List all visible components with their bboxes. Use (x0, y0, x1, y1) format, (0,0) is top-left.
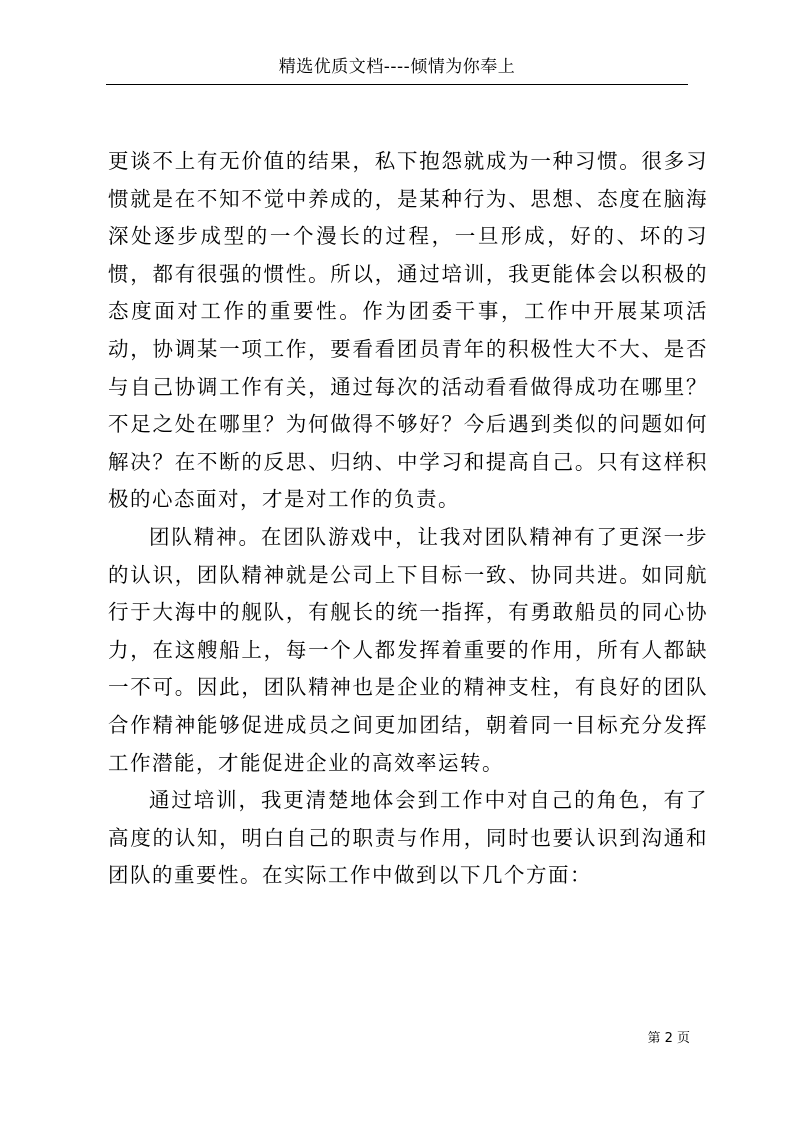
page-number: 第 2 页 (647, 1031, 690, 1046)
paragraph-team-spirit: 团队精神。在团队游戏中，让我对团队精神有了更深一步的认识，团队精神就是公司上下目标一致、协同共进。如同航行于大海中的舰队，有舰长的统一指挥，有勇敢船员的同心协力，在这艘船上，每一个人都发挥着重要的作用，所有人都缺一不可。因此，团队精神也是企业的精神支柱，有良好的团队合作精神能够促进成员之间更加团结，朝着同一目标充分发挥工作潜能，才能促进企业的高效率运转。 (108, 524, 708, 775)
document-body (108, 143, 708, 895)
header-title: 精选优质文档----倾情为你奉上 (278, 57, 516, 77)
paragraph-training-summary: 通过培训，我更清楚地体会到工作中对自己的角色，有了高度的认知，明白自己的职责与作用，同时也要认识到沟通和团队的重要性。在实际工作中做到以下几个方面： (108, 788, 708, 888)
paragraph-continued: 更谈不上有无价值的结果，私下抱怨就成为一种习惯。很多习惯就是在不知不觉中养成的，是某种行为、思想、态度在脑海深处逐步成型的一个漫长的过程，一旦形成，好的、坏的习惯，都有很强的惯性。所以，通过培训，我更能体会以积极的态度面对工作的重要性。作为团委干事，工作中开展某项活动，协调某一项工作，要看看团员青年的积极性大不大、是否与自己协调工作有关，通过每次的活动看看做得成功在哪里？不足之处在哪里？为何做得不够好？今后遇到类似的问题如何解决？在不断的反思、归纳、中学习和提高自己。只有这样积极的心态面对，才是对工作的负责。 (108, 149, 708, 512)
page-header (106, 50, 688, 85)
